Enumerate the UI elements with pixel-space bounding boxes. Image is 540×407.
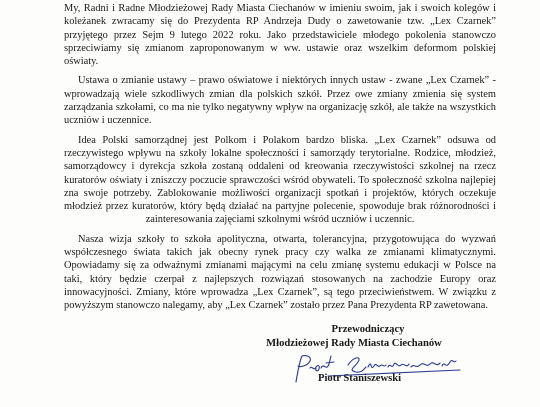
letter-paragraph-4: Nasza wizja szkoły to szkoła apolityczna, otwarta, tolerancyjna, przygotowująca do wyzwań współczesnego świata takich jak obecny rynek pracy czy walka ze zmianami klimatycznymi. Opowiadamy się za odważnymi zmianami mającymi na celu zmianę systemu edukacji w Polsce na taki, który będzie czerpał z najlepszych rozwiązań stosowanych na zachodzie Europy oraz innowacyjności. Zmiany, które wprowadza „Lex Czarnek”, są tego przeciwieństwem. W związku z powyższym stanowczo nalegamy, aby „Lex Czarnek” zostało przez Pana Prezydenta RP zawetowana.: [64, 233, 496, 312]
letter-body: [64, 2, 496, 313]
letter-paragraph-3: Idea Polski samorządnej jest Polkom i Polakom bardzo bliska. „Lex Czarnek” odsuwa od rzeczywistego wpływu na szkoły lokalne społeczności i samorządy terytorialne. Rodzice, młodzież, samorządowcy i dyrekcja szkoła zostaną oddaleni od kreowania rzeczywistości szkolnej na rzecz kuratorów oświaty i zniszczy poczucie sprawczości wśród obywateli. To społeczność szkolna najlepiej zna swoje potrzeby. Zablokowanie możliwości organizacji spotkań i projektów, których oczekuje młodzież przez kuratorów, który będą działać na partyjne polecenie, spowoduje brak różnorodności i zainteresowania zajęciami szkolnymi wśród uczniów i uczennic.: [64, 134, 496, 226]
signature-block: [224, 323, 484, 351]
signatory-role-title: Przewodniczący: [331, 324, 405, 335]
signatory-organization: Młodzieżowej Rady Miasta Ciechanów: [266, 338, 442, 349]
letter-paragraph-1: My, Radni i Radne Młodzieżowej Rady Miasta Ciechanów w imieniu swoim, jak i swoich kolegów i koleżanek zwracamy się do Prezydenta RP Andrzeja Dudy o zawetowanie tzw. „Lex Czarnek” przyjętego przez Sejm 9 lutego 2022 roku. Jako przedstawiciele młodego pokolenia stanowczo sprzeciwiamy się zmianom zaproponowanym w ww. ustawie oraz wszelkim deformom polskiej oświaty.: [64, 3, 496, 68]
signatory-name: Piotr Staniszewski: [318, 373, 402, 384]
letter-paragraph-2: Ustawa o zmianie ustawy – prawo oświatowe i niektórych innych ustaw - zwane „Lex Czarnek” - wprowadzają wiele szkodliwych zmian dla polskich szkół. Przez owe zmiany zmienia się system zarządzania szkołami, co ma nie tylko negatywny wpływ na organizację szkół, ale także na wszystkich uczniów i uczennice.: [64, 75, 496, 127]
